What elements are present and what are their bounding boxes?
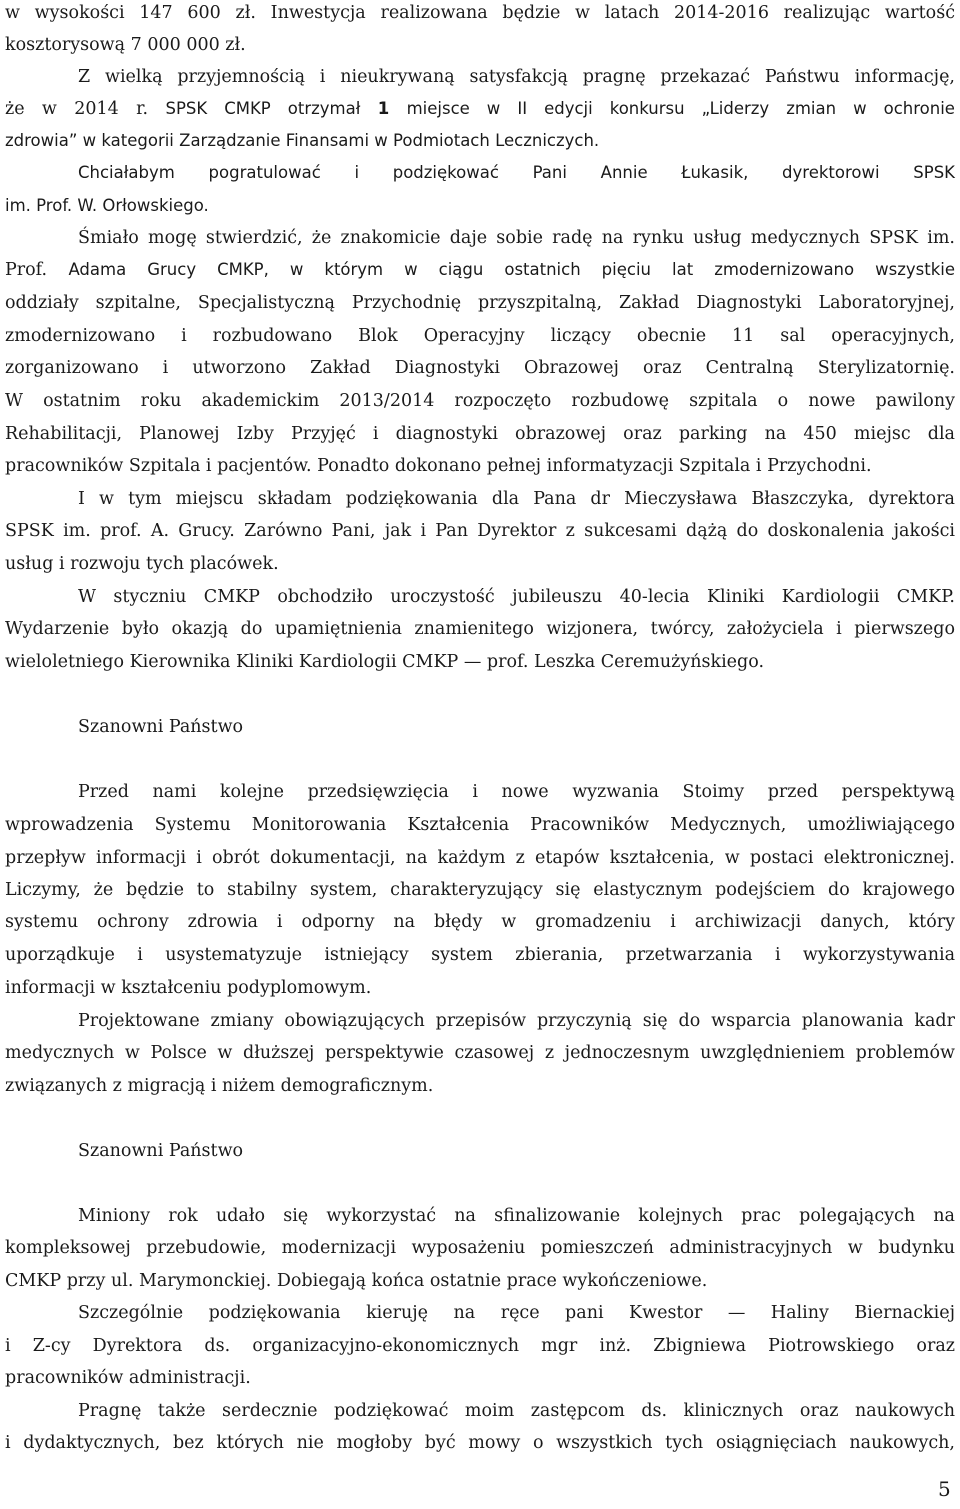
text-line: oddziały szpitalne, Specjalistyczną Przychodnię przyszpitalną, Zakład Diagnostyki Laboratoryjnej, (5, 293, 955, 313)
text-line: Miniony rok udało się wykorzystać na sfinalizowanie kolejnych prac polegających na (78, 1206, 955, 1226)
text-span: Prof. (5, 260, 48, 280)
text-line: kompleksowej przebudowie, modernizacji wyposażeniu pomieszczeń administracyjnych w budynku (5, 1238, 955, 1258)
text-span: Adama Grucy CMKP, w którym w ciągu ostatnich pięciu lat zmodernizowano wszystkie (68, 260, 955, 279)
text-line: i Z-cy Dyrektora ds. organizacyjno-ekonomicznych mgr inż. Zbigniewa Piotrowskiego oraz (5, 1336, 955, 1356)
text-line: Przed nami kolejne przedsięwzięcia i nowe wyzwania Stoimy przed perspektywą (78, 782, 955, 802)
text-line: Projektowane zmiany obowiązujących przepisów przyczynią się do wsparcia planowania kadr (78, 1011, 955, 1031)
text-line: przepływ informacji i obrót dokumentacji, na każdym z etapów kształcenia, w postaci elektronicznej. (5, 848, 955, 868)
text-span: SPSK CMKP otrzymał (165, 99, 361, 118)
text-line: uporządkuje i usystematyzuje istniejący system zbierania, przetwarzania i wykorzystywania (5, 945, 955, 965)
text-line-mixed (5, 520, 955, 542)
text-line: I w tym miejscu składam podziękowania dla Pana dr Mieczysława Błaszczyka, dyrektora (78, 489, 955, 509)
text-line: Z wielką przyjemnością i nieukrywaną satysfakcją pragnę przekazać Państwu informację, (78, 67, 955, 87)
page-number: 5 (938, 1477, 951, 1501)
text-line: Pragnę także serdecznie podziękować moim zastępcom ds. klinicznych oraz naukowych (78, 1401, 955, 1421)
text-line: wprowadzenia Systemu Monitorowania Kształcenia Pracowników Medycznych, umożliwiającego (5, 815, 955, 835)
text-span: Zarówno Pani, jak i Pan Dyrektor z sukcesami dążą do doskonalenia jakości (244, 521, 955, 541)
text-line: wieloletniego Kierownika Kliniki Kardiologii CMKP — prof. Leszka Ceremużyńskiego. (5, 652, 765, 672)
text-line: W ostatnim roku akademickim 2013/2014 rozpoczęto rozbudowę szpitala o nowe pawilony (5, 391, 955, 411)
text-line: W styczniu CMKP obchodziło uroczystość jubileuszu 40-lecia Kliniki Kardiologii CMKP. (78, 587, 955, 607)
text-line: zmodernizowano i rozbudowano Blok Operacyjny liczący obecnie 11 sal operacyjnych, (5, 326, 955, 346)
text-line: pracowników Szpitala i pacjentów. Ponadto dokonano pełnej informatyzacji Szpitala i Przychodni. (5, 456, 872, 476)
text-line: pracowników administracji. (5, 1368, 251, 1388)
text-line: Chciałabym pogratulować i podziękować Pani Annie Łukasik, dyrektorowi SPSK (78, 163, 955, 182)
text-line-mixed (5, 259, 955, 281)
text-line: informacji w kształceniu podyplomowym. (5, 978, 372, 998)
text-line: Rehabilitacji, Planowej Izby Przyjęć i diagnostyki obrazowej oraz parking na 450 miejsc dla (5, 424, 955, 444)
text-span: że w 2014 r. (5, 99, 149, 119)
text-line: i dydaktycznych, bez których nie mogłoby być mowy o wszystkich tych osiągnięciach naukowych, (5, 1433, 955, 1453)
text-line: w wysokości 147 600 zł. Inwestycja realizowana będzie w latach 2014-2016 realizując wartość (5, 3, 955, 23)
text-line: związanych z migracją i niżem demograficznym. (5, 1076, 434, 1096)
text-line: im. Prof. W. Orłowskiego. (5, 196, 209, 215)
text-span: SPSK im. prof. A. Grucy. (5, 521, 235, 541)
text-line: Liczymy, że będzie to stabilny system, charakteryzujący się elastycznym podejściem do krajowego (5, 880, 955, 900)
text-line: usług i rozwoju tych placówek. (5, 554, 279, 574)
text-line: Wydarzenie było okazją do upamiętnienia znamienitego wizjonera, twórcy, założyciela i pierwszego (5, 619, 955, 639)
text-line: zdrowia” w kategorii Zarządzanie Finansami w Podmiotach Leczniczych. (5, 131, 600, 150)
text-line: kosztorysową 7 000 000 zł. (5, 35, 246, 55)
salutation: Szanowni Państwo (78, 717, 244, 737)
text-line: Śmiało mogę stwierdzić, że znakomicie daje sobie radę na rynku usług medycznych SPSK im. (78, 228, 955, 248)
text-line: Szczególnie podziękowania kieruję na ręce pani Kwestor — Haliny Biernackiej (78, 1303, 955, 1323)
salutation: Szanowni Państwo (78, 1141, 244, 1161)
text-line-mixed (5, 98, 955, 120)
text-span: miejsce w II edycji konkursu „Liderzy zmian w ochronie (406, 99, 955, 118)
rank-number: 1 (377, 99, 390, 118)
text-line: systemu ochrony zdrowia i odporny na błędy w gromadzeniu i archiwizacji danych, który (5, 912, 955, 932)
text-line: zorganizowano i utworzono Zakład Diagnostyki Obrazowej oraz Centralną Sterylizatornię. (5, 358, 955, 378)
text-line: medycznych w Polsce w dłuższej perspektywie czasowej z jednoczesnym uwzględnieniem problemów (5, 1043, 955, 1063)
text-line: CMKP przy ul. Marymonckiej. Dobiegają końca ostatnie prace wykończeniowe. (5, 1271, 708, 1291)
